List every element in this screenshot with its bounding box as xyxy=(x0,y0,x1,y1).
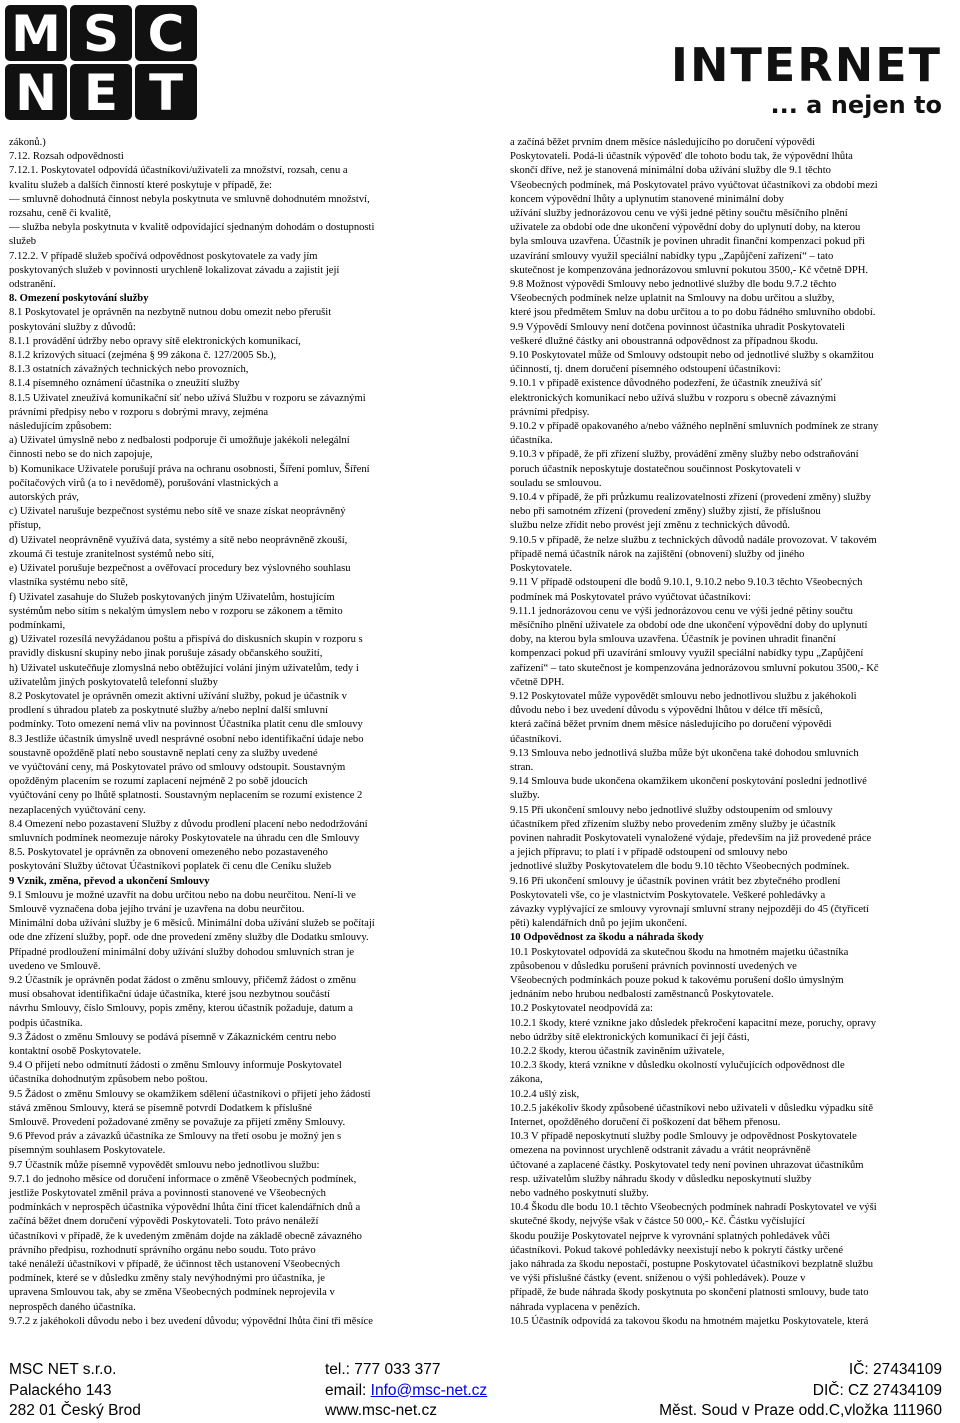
text-line: neprospěch daného účastníka. xyxy=(9,1301,136,1313)
text-line: stran. xyxy=(510,761,534,773)
text-line: návrhu Smlouvy, číslo Smlouvy, popis změny, kterou účastník požaduje, datum a xyxy=(9,1003,353,1015)
logo-letter: E xyxy=(83,64,119,122)
text-line: 7.12. Rozsah odpovědnosti xyxy=(9,151,124,163)
footer-email-label: email: xyxy=(325,1381,371,1399)
text-line: 8.1.1 provádění údržby nebo opravy sítě elektronických komunikací, xyxy=(9,335,301,347)
text-line: 9.4 O přijetí nebo odmítnutí žádosti o změnu Smlouvy informuje Poskytovatel xyxy=(9,1060,342,1072)
text-line: poskytování služby z důvodů: xyxy=(9,321,136,333)
text-line: b) Komunikace Uživatele porušují práva na ochranu osobnosti, Šíření pomluv, Šíření xyxy=(9,463,370,475)
left-text-column xyxy=(9,136,471,1329)
logo-letter: T xyxy=(148,64,184,122)
text-line: 10.2.4 ušlý zisk, xyxy=(510,1088,580,1100)
logo-letter: M xyxy=(11,5,61,63)
text-line: Smlouvě vyznačena doba jejího trvání je uzavřena na dobu neurčitou. xyxy=(9,903,305,915)
text-line: kvalitu služeb a dalších činností které poskytuje v případě, že: xyxy=(9,179,273,191)
text-line: účastníka. xyxy=(510,435,553,447)
text-line: g) Uživatel rozesílá nevyžádanou poštu a přispívá do diskusních skupin v rozporu s xyxy=(9,634,363,646)
text-line: 10.2.3 škody, která vznikne v důsledku okolností vylučujících odpovědnost dle xyxy=(510,1060,845,1072)
text-line: 8.1.3 ostatních závažných technických nebo provozních, xyxy=(9,364,249,376)
brand-tagline: ... a nejen to xyxy=(770,91,942,119)
text-line: upravena Smlouvou tak, aby se změna Všeobecných podmínek neprojevila v xyxy=(9,1287,335,1299)
text-line: 8.1 Poskytovatel je oprávněn na nezbytně nutnou dobu omezit nebo přerušit xyxy=(9,307,332,319)
text-line: — smluvně dohodnutá činnost nebyla poskytnuta ve smluvně dohodnutém množství, xyxy=(9,193,370,205)
text-line: 10.5 Účastník odpovídá za takovou škodu na hmotném majetku Poskytovatele, která xyxy=(510,1315,869,1327)
footer-company: MSC NET s.r.o. xyxy=(9,1361,117,1378)
page-footer xyxy=(9,1360,942,1420)
text-line: 7.12.1. Poskytovatel odpovídá účastníkovi/uživateli za množství, rozsah, cenu a xyxy=(9,165,348,177)
text-line: která začíná běžet prvním dnem měsíce následujícího po doručení výpovědi xyxy=(510,719,832,731)
text-line: případě, že bude náhrada škody poskytnuta po skončení platnosti smlouvy, bude tato xyxy=(510,1287,869,1299)
text-line: účastníkem před zřízením služby nebo provedením změny služby je účastník xyxy=(510,818,836,830)
footer-street: Palackého 143 xyxy=(9,1381,112,1399)
text-line: 8.5. Poskytovatel je oprávněn za obnovení omezeného nebo pozastaveného xyxy=(9,847,328,859)
footer-tel: tel.: 777 033 377 xyxy=(325,1361,441,1378)
footer-contact xyxy=(325,1360,487,1422)
text-line: 9.1 Smlouvu je možné uzavřít na dobu určitou nebo na dobu neurčitou. Není-li ve xyxy=(9,889,356,901)
text-line: 9.9 Výpovědí Smlouvy není dotčena povinnost účastníka uhradit Poskytovateli xyxy=(510,321,845,333)
text-line: byla smlouva uzavřena. Účastník je povinen uhradit finanční kompenzaci pokud při xyxy=(510,236,866,248)
text-line: opožděným placením se rozumí zaplacení nejméně 2 po sobě jdoucích xyxy=(9,776,308,788)
footer-registration xyxy=(659,1360,942,1422)
text-line: 9.10.5 v případě, že nelze službu z technických důvodů nadále provozovat. V takovém xyxy=(510,534,877,546)
text-line: musí obsahovat identifikační údaje účastníka, které jsou nezbytnou součástí xyxy=(9,989,330,1001)
text-line: skončí dříve, než je stanovená minimální doba užívání služby dle 9.1 těchto xyxy=(510,165,831,177)
text-line: vyúčtování ceny po lhůtě splatnosti. Soustavným neplacením se rozumí existence 2 xyxy=(9,790,363,802)
text-line: 7.12.2. V případě služeb spočívá odpovědnost poskytovatele za vady jím xyxy=(9,250,318,262)
text-line: omezena na povinnost urychleně odstranit závadu a vrátit neoprávněně xyxy=(510,1145,811,1157)
text-line: zařízení“ – tato skutečnost je kompenzována jednorázovou smluvní pokutou 3500,- Kč xyxy=(510,662,879,674)
text-line: účinností, tj. dnem doručení písemného odstoupení účastníkovi: xyxy=(510,364,781,376)
text-line: 9.7.2 z jakéhokoli důvodu nebo i bez uvedení důvodu; výpovědní lhůta činí tři měsíce xyxy=(9,1315,373,1327)
text-line: 8.2 Poskytovatel je oprávněn omezit aktivní užívání služby, pokud je účastník v xyxy=(9,690,347,702)
text-line: škodu použije Poskytovatel nejprve k vyrovnání splatných pohledávek vůči xyxy=(510,1230,831,1242)
text-line: Poskytovateli. Podá-li účastník výpověď dle tohoto bodu tak, že výpovědní lhůta xyxy=(510,151,853,163)
text-line: c) Uživatel narušuje bezpečnost systému nebo sítě ve snaze získat neoprávněný xyxy=(9,506,346,518)
footer-email-link[interactable]: Info@msc-net.cz xyxy=(370,1381,488,1399)
text-line: přístup, xyxy=(9,520,42,532)
text-line: závazky vyplývající ze smlouvy vyrovnají smluvní strany nejpozději do 45 (čtyřicetí xyxy=(510,903,869,915)
text-line: souladu se smlouvou. xyxy=(510,477,602,489)
text-line: 9.3 Žádost o změnu Smlouvy se podává písemně v Zákaznickém centru nebo xyxy=(9,1031,337,1043)
text-line: 9.10.2 v případě opakovaného a/nebo vážného neplnění smluvních podmínek ze strany xyxy=(510,421,879,433)
text-line: skutečnost je kompenzována jednorázovou smluvní pokutou 3500,- Kč včetně DPH. xyxy=(510,264,869,276)
text-line: uvedeno ve Smlouvě. xyxy=(9,960,101,972)
text-line: podmínek, které se v důsledku změny staly nevýhodnými pro účastníka, je xyxy=(9,1273,325,1285)
text-line: jednáním nebo hrubou nedbalostí zaměstnanců Poskytovatele. xyxy=(510,989,774,1001)
text-line: 9.10.1 v případě existence důvodného podezření, že účastník zneužívá síť xyxy=(510,378,823,390)
text-line: 9.11.1 jednorázovou cenu ve výši jednorázovou cenu ve výši jedné pětiny součtu xyxy=(510,605,853,617)
text-line: rozsahu, ceně či kvalitě, xyxy=(9,208,112,220)
text-line: důvodu nebo i bez uvedení důvodu s výpovědní lhůtou v délce tří měsíců, xyxy=(510,705,823,717)
text-line: účastníkovi. xyxy=(510,733,562,745)
text-line: poskytovaných služeb v povinnosti urychleně lokalizovat závadu a zajistit její xyxy=(9,264,340,276)
text-line: počítačových virů (a to i nevědomě), porušování vlastnických a xyxy=(9,477,279,489)
text-line: služeb xyxy=(9,236,37,248)
text-line: nebo vadného poskytnutí služby. xyxy=(510,1188,649,1200)
text-line: stává změnou Smlouvy, která se písemně potvrdí Dodatkem k příslušné xyxy=(9,1102,312,1114)
brand-title: INTERNET xyxy=(670,38,942,92)
text-line: pravidly diskusní skupiny nebo jinak porušuje zásady občanského soužití, xyxy=(9,648,323,660)
text-line: včetně DPH. xyxy=(510,676,565,688)
text-line: účtované a zaplacené částky. Poskytovatel tedy není povinen uhrazovat účastníkům xyxy=(510,1159,864,1171)
text-line: právními předpisy. xyxy=(510,406,590,418)
text-line: koncem výpovědní lhůty a uplynutím stanovené minimální doby xyxy=(510,193,784,205)
text-line: případě nemá účastník nárok na zajištění (obnovení) služby od jiného xyxy=(510,548,805,560)
text-line: vlastníka systému nebo sítě, xyxy=(9,577,128,589)
text-line: účastníkovi. Pokud takové pohledávky neexistují nebo k pokrytí částky určené xyxy=(510,1244,844,1256)
text-line: nezaplacených vyúčtování ceny. xyxy=(9,804,146,816)
text-line: Poskytovateli vše, co je vlastnictvím Poskytovatele. Veškeré pohledávky a xyxy=(510,889,826,901)
text-line: zkoumá či testuje zranitelnost systémů nebo sítí, xyxy=(9,548,215,560)
right-text-column xyxy=(510,136,950,1329)
text-line: povinen nahradit Poskytovateli vynaložené výdaje, především na již provedené práce xyxy=(510,832,872,844)
text-line: pěti) kalendářních dnů po jejím ukončení. xyxy=(510,918,688,930)
text-line: 10.2.1 škody, které vznikne jako důsledek překročení kapacitní meze, poruchy, opravy xyxy=(510,1017,877,1029)
logo-letter: C xyxy=(147,5,185,63)
text-line: — služba nebyla poskytnuta v kvalitě odpovídající sjednaným dohodám o dostupnosti xyxy=(9,222,375,234)
text-line: autorských práv, xyxy=(9,492,79,504)
text-line: ve vyúčtování ceny, má Poskytovatel právo od smlouvy odstoupit. Soustavným xyxy=(9,761,346,773)
text-line: 9.10.3 v případě, že při zřízení služby, provádění změny služby nebo odstraňování xyxy=(510,449,859,461)
text-line: a začíná běžet prvním dnem měsíce následujícího po doručení výpovědi xyxy=(510,137,816,148)
text-line: soustavně opožděně platí nebo soustavně neplatí ceny za služby uvedené xyxy=(9,747,318,759)
text-line: elektronických komunikací nebo užívá službu v rozporu s obecně závaznými xyxy=(510,392,837,404)
text-line: nebo údržby sítě elektronických komunikací či její části, xyxy=(510,1031,750,1043)
text-line: Internet, opožděného doručení či poškození dat během přenosu. xyxy=(510,1117,781,1129)
text-line: podmínkách v neprospěch účastníka výpovědní lhůta činí třicet kalendářních dnů a xyxy=(9,1202,361,1214)
text-line: podmínek má Poskytovatel právo vyúčtovat účastníkovi: xyxy=(510,591,751,603)
text-line: a) Uživatel úmyslně nebo z nedbalosti podporuje či umožňuje jakékoli nelegální xyxy=(9,435,350,447)
text-line: h) Uživatel uskutečňuje zlomyslná nebo obtěžující volání jiným uživatelům, tedy i xyxy=(9,662,359,674)
text-line: odstranění. xyxy=(9,279,56,291)
footer-dic: DIČ: CZ 27434109 xyxy=(812,1381,942,1399)
text-line: 10.2 Poskytovatel neodpovídá za: xyxy=(510,1003,653,1015)
text-line: které jsou předmětem Smluv na dobu určitou a to po dobu řádného smluvního období. xyxy=(510,307,876,319)
text-line: Minimální doba užívání služby je 6 měsíců. Minimální doba užívání služeb se počítají xyxy=(9,918,375,930)
text-line: uživatele za období ode dne ukončení výpovědní doby do uplynutí doby, na kterou xyxy=(510,222,861,234)
text-line: 8.1.5 Uživatel zneužívá komunikační síť nebo užívá Službu v rozporu se závaznými xyxy=(9,392,366,404)
text-line: Všeobecných podmínkách pouze pokud k takovému porušení došlo úmyslným xyxy=(510,974,844,986)
text-line: podmínkami, xyxy=(9,619,66,631)
text-line: podmínky. Toto omezení nemá vliv na povinnost Účastníka platit cenu dle smlouvy xyxy=(9,719,363,731)
text-line: kontaktní osobě Poskytovatele. xyxy=(9,1046,142,1057)
text-line: 8.1.4 písemného oznámení účastníka o zneužití služby xyxy=(9,378,240,390)
text-line: 9.7 Účastník může písemně vypovědět smlouvu nebo jednotlivou službu: xyxy=(9,1159,320,1171)
text-line: 8.1.2 krizových situací (zejména § 99 zákona č. 127/2005 Sb.), xyxy=(9,350,277,362)
footer-court: Měst. Soud v Praze odd.C,vložka 111960 xyxy=(659,1402,942,1419)
section-heading: 9 Vznik, změna, převod a ukončení Smlouvy xyxy=(9,875,210,887)
text-line: 9.16 Při ukončení smlouvy je účastník povinen vrátit bez zbytečného prodlení xyxy=(510,875,841,887)
text-line: právního předpisu, rozhodnutí správního orgánu nebo soudu. Toto právo xyxy=(9,1244,316,1256)
text-line: také nenáleží účastníkovi v případě, že účinnost těch ustanovení Všeobecných xyxy=(9,1259,341,1271)
text-line: písemným souhlasem Poskytovatele. xyxy=(9,1145,166,1157)
text-line: 9.6 Převod práv a závazků účastníka ze Smlouvy na třetí osobu je možný jen s xyxy=(9,1131,342,1143)
text-line: uzavírání smlouvy využil speciální nabídky typu „Zapůjčení zařízení“ – tato xyxy=(510,250,834,262)
text-line: 10.3 V případě neposkytnutí služby podle Smlouvy je odpovědnost Poskytovatele xyxy=(510,1131,857,1143)
text-line: měsíčního plnění uživatele za období ode dne ukončení výpovědní doby do uplynutí xyxy=(510,619,868,631)
text-line: způsobenou v důsledku porušení právních povinností uvedených ve xyxy=(510,960,797,972)
text-line: f) Uživatel zasahuje do Služeb poskytovaných jiným Uživatelům, hostujícím xyxy=(9,591,335,603)
text-line: resp. uživatelům služby náhradu škody v důsledku neposkytnutí služby xyxy=(510,1173,812,1185)
text-line: 10.1 Poskytovatel odpovídá za skutečnou škodu na hmotném majetku účastníka xyxy=(510,946,849,958)
text-line: poskytování Služby účtovat Účastníkovi poplatek či cenu dle Ceníku služeb xyxy=(9,861,332,873)
text-line: uživatelům jiných poskytovatelů telefonní služby xyxy=(9,676,218,688)
text-line: užívání služby jednorázovou cenu ve výši jedné pětiny součtu měsíčního plnění xyxy=(510,208,848,220)
text-line: doby, na kterou byla smlouva uzavřena. Účastník je povinen uhradit finanční xyxy=(510,634,836,646)
text-line: poruch účastník neposkytuje dostatečnou součinnost Poskytovateli v xyxy=(510,463,801,475)
text-line: smluvních podmínek neomezuje nároky Poskytovatele na úhradu cen dle Smlouvy xyxy=(9,832,360,844)
text-line: 9.15 Při ukončení smlouvy nebo jednotlivé služby odstoupením od smlouvy xyxy=(510,804,833,816)
text-line: účastníka dohodnutým způsobem nebo poštou. xyxy=(9,1074,208,1086)
text-line: právními předpisy nebo v rozporu s dobrými mravy, zejména xyxy=(9,406,269,418)
text-line: 9.11 V případě odstoupení dle bodů 9.10.1, 9.10.2 nebo 9.10.3 těchto Všeobecných xyxy=(510,577,863,589)
text-line: službu nelze zřídit nebo provést její změnu z technických důvodů. xyxy=(510,520,791,532)
text-line: prodlení s úhradou plateb za poskytnuté služby a/nebo neplní další smluvní xyxy=(9,705,328,717)
footer-email-line xyxy=(325,1381,487,1402)
text-line: podpis účastníka. xyxy=(9,1017,83,1029)
text-line: Všeobecných podmínek, má Poskytovatel právo vyúčtovat účastníkovi za období mezi xyxy=(510,179,878,191)
text-line: 8.4 Omezení nebo pozastavení Služby z důvodu prodlení placení nebo nedodržování xyxy=(9,818,368,830)
text-line: 8.3 Jestliže účastník úmyslně uvedl nesprávné osobní nebo identifikační údaje nebo xyxy=(9,733,364,745)
brand-header xyxy=(671,40,942,118)
text-line: Smlouvě. Provedení požadované změny se považuje za přijetí změny Smlouvy. xyxy=(9,1117,346,1129)
text-line: zákona, xyxy=(510,1074,543,1086)
text-line: 9.8 Možnost výpovědi Smlouvy nebo jednotlivé služby dle bodu 9.7.2 těchto xyxy=(510,279,837,291)
section-heading: 10 Odpovědnost za škodu a náhrada škody xyxy=(510,932,704,944)
logo-letter: N xyxy=(15,64,57,122)
text-line: 9.10 Poskytovatel může od Smlouvy odstoupit nebo od jednotlivé služby s okamžitou xyxy=(510,350,874,362)
text-line: d) Uživatel neoprávněně využívá data, systémy a sítě nebo neoprávněně zkouší, xyxy=(9,534,348,546)
footer-ic: IČ: 27434109 xyxy=(848,1361,942,1378)
text-line: jako náhrada za škodu nepostačí, postupne Poskytovatel účastníkovi bezplatně službu xyxy=(510,1259,874,1271)
text-line: 10.2.2 škody, kterou účastník zaviněním uživatele, xyxy=(510,1046,725,1057)
text-line: Poskytovatele. xyxy=(510,563,573,575)
text-line: 9.10.4 v případě, že při průzkumu realizovatelnosti zřízení (provedení změny) služby xyxy=(510,492,871,504)
text-line: 9.5 Žádost o změnu Smlouvy se okamžikem sdělení účastníkovi o přijetí jeho žádosti xyxy=(9,1088,371,1100)
text-line: začíná běžet dnem doručení výpovědi Poskytovateli. Toto právo nenáleží xyxy=(9,1216,319,1228)
footer-city: 282 01 Český Brod xyxy=(9,1402,141,1419)
text-line: náhrada vyplacena v penězích. xyxy=(510,1301,640,1313)
text-line: Všeobecných podmínek nelze uplatnit na Smlouvy na dobu určitou a služby, xyxy=(510,293,835,305)
footer-address xyxy=(9,1360,141,1422)
text-line: 9.2 Účastník je oprávněn podat žádost o změnu smlouvy, přičemž žádost o změnu xyxy=(9,974,357,986)
text-line: činnosti nebo se do nich zapojuje, xyxy=(9,449,153,461)
text-line: 9.13 Smlouva nebo jednotlivá služba může být ukončena také dohodou smluvních xyxy=(510,747,859,759)
text-line: následujícím způsobem: xyxy=(9,421,112,433)
text-line: skutečné škody, nejvýše však v částce 50 000,- Kč. Částku vyčíslující xyxy=(510,1216,805,1228)
text-line: Případné prodloužení minimální doby užívání služby dohodou smluvních stran je xyxy=(9,946,355,958)
text-line: zákonů.) xyxy=(9,137,46,148)
text-line: a jejich přípravu; to platí i v případě odstoupení od smlouvy nebo xyxy=(510,847,788,859)
text-line: 9.14 Smlouva bude ukončena okamžikem ukončení poskytování poslední jednotlivé xyxy=(510,776,867,788)
text-line: jednotlivé služby Poskytovatelem dle bodu 9.10 těchto Všeobecných podmínek. xyxy=(510,861,850,873)
text-line: 10.2.5 jakékoliv škody způsobené účastníkovi nebo uživateli v důsledku výpadku sítě xyxy=(510,1102,874,1114)
text-line: nebo při samotném zřízení (provedení změny) služby zjistí, že příslušnou xyxy=(510,506,821,518)
text-line: ode dne zřízení služby, popř. ode dne provedení změny služby dle Dodatku smlouvy. xyxy=(9,932,369,944)
text-line: systémům nebo sítím s nekalým úmyslem nebo v rozporu se zákonem a těmito xyxy=(9,605,343,617)
text-line: ve výši příslušné částky (event. sníženou o výši pohledávek). Pouze v xyxy=(510,1273,806,1285)
text-line: veškeré dlužné částky ani oboustranná odpovědnost za případnou škodu. xyxy=(510,335,819,347)
logo-letter: S xyxy=(82,5,120,63)
text-line: 9.7.1 do jednoho měsíce od doručení informace o změně Všeobecných podmínek, xyxy=(9,1173,357,1185)
text-line: kompenzaci pokud při uzavírání smlouvy využil speciální nabídky typu „Zapůjčení xyxy=(510,648,864,660)
footer-web[interactable]: www.msc-net.cz xyxy=(325,1402,437,1419)
section-heading: 8. Omezení poskytování služby xyxy=(9,293,149,305)
text-line: e) Uživatel porušuje bezpečnost a ověřovací procedury bez výslovného souhlasu xyxy=(9,563,351,575)
msc-net-logo xyxy=(4,4,200,122)
text-line: 10.4 Škodu dle bodu 10.1 těchto Všeobecných podmínek nahradí Poskytovatel ve výši xyxy=(510,1202,877,1214)
text-line: 9.12 Poskytovatel může vypovědět smlouvu nebo jednotlivou službu z jakéhokoli xyxy=(510,690,857,702)
text-line: služby. xyxy=(510,790,540,802)
text-line: jestliže Poskytovatel změnil práva a povinnosti stanovené ve Všeobecných xyxy=(9,1188,326,1200)
text-line: účastníkovi v případě, že k uvedeným změnám dojde na základě obecně závazného xyxy=(9,1230,362,1242)
